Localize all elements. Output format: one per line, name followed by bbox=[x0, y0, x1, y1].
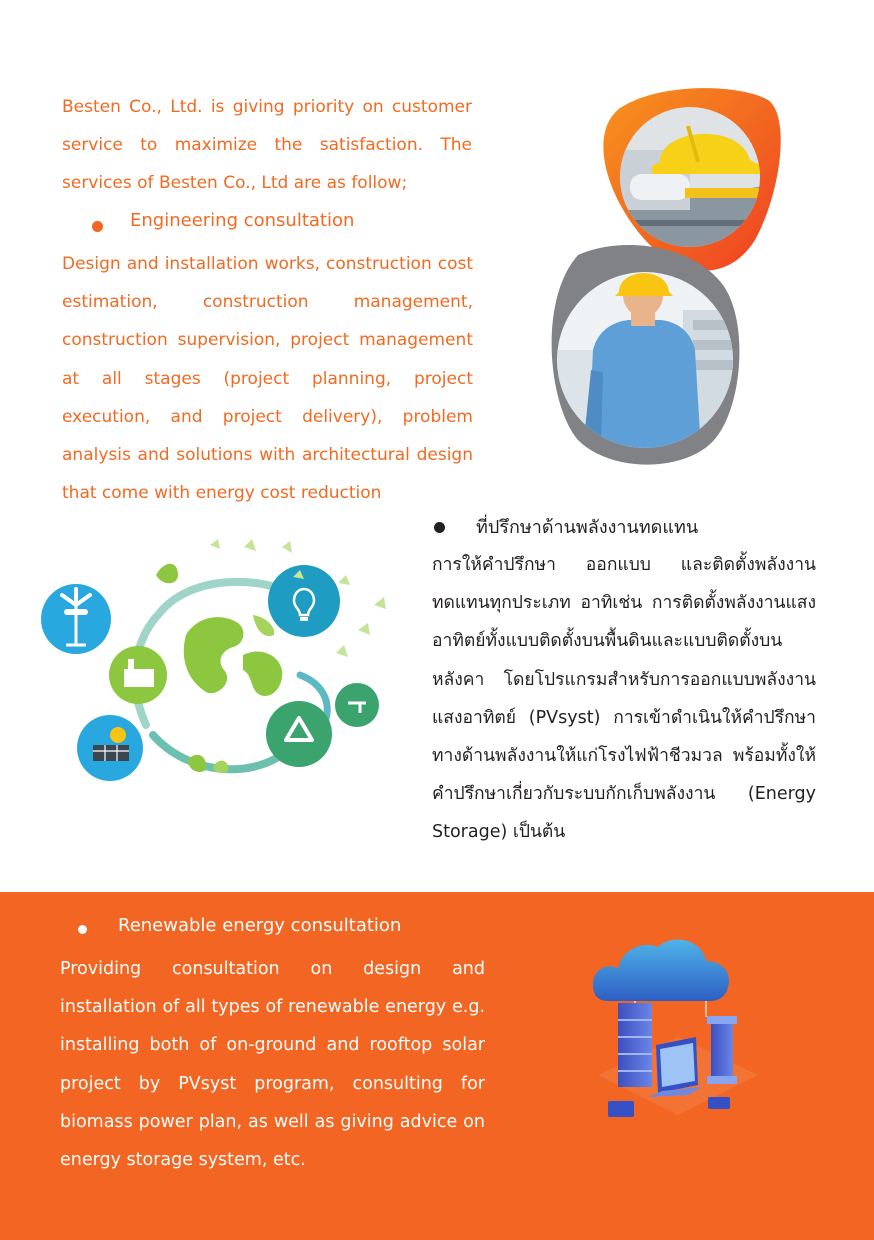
renewable-description: Providing consultation on design and installation of all types of renewable energy e.g. installing both of on-ground and rooftop solar project by PVsyst program, consulting for biomass power plan, as well as giving advice on energy storage system, etc. bbox=[60, 959, 485, 1171]
bullet-dot bbox=[78, 925, 87, 934]
engineering-description: Design and installation works, construction cost estimation, construction management, construction supervision, project management at all stages (project planning, project execution, and project delivery), problem analysis and solutions with architectural design that come with energy cost reduction bbox=[62, 254, 473, 504]
engineering-title: Engineering consultation bbox=[130, 210, 355, 231]
thai-heading bbox=[432, 512, 699, 541]
bullet-dot bbox=[92, 221, 103, 232]
eco-globe-illustration bbox=[38, 535, 400, 795]
intro-paragraph: Besten Co., Ltd. is giving priority on customer service to maximize the satisfaction. The services of Besten Co., Ltd are as follow; bbox=[62, 97, 472, 194]
renewable-heading bbox=[76, 915, 402, 936]
bullet-dot bbox=[434, 522, 445, 533]
engineering-heading bbox=[92, 210, 355, 231]
thai-description: การให้คำปรึกษา ออกแบบ และติดตั้งพลังงานทดแทนทุกประเภท อาทิเช่น การติดตั้งพลังงานแสงอาทิตย์ทั้งแบบติดตั้งบนพื้นดินและแบบติดตั้งบนหลังคา โดยโปรแกรมสำหรับการออกแบบพลังงานแสงอาทิตย์ (PVsyst) การเข้าดำเนินให้คำปรึกษาทางด้านพลังงานให้แก่โรงไฟฟ้าชีวมวล พร้อมทั้งให้คำปรึกษาเกี่ยวกับระบบกักเก็บพลังงาน (Energy Storage) เป็นต้น bbox=[432, 555, 816, 843]
renewable-title: Renewable energy consultation bbox=[118, 915, 402, 936]
thai-title: ที่ปรึกษาด้านพลังงานทดแทน bbox=[476, 517, 699, 538]
cloud-computing-illustration bbox=[578, 925, 773, 1135]
engineer-photo bbox=[543, 240, 753, 470]
